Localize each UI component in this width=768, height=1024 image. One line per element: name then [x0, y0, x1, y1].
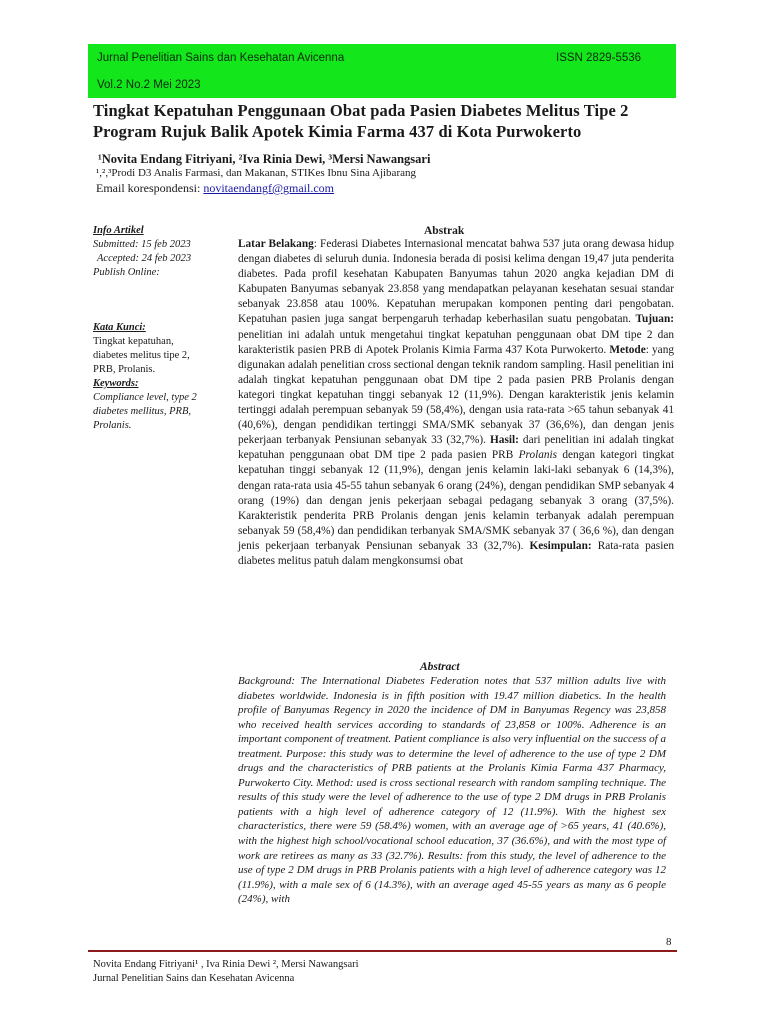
keywords-block [93, 321, 208, 433]
hasil-text-a: dari penelitian ini adalah tingkat kepatuhan penggunaan obat DM tipe 2 pada pasien PRB [238, 434, 674, 462]
email-link[interactable]: novitaendangf@gmail.com [203, 181, 335, 195]
tujuan-label: Tujuan: [635, 313, 674, 326]
hasil-label: Hasil: [490, 434, 519, 447]
info-heading: Info Artikel [93, 225, 144, 236]
publish-online: Publish Online: [93, 267, 160, 278]
footer-journal: Jurnal Penelitian Sains dan Kesehatan Avicenna [93, 973, 295, 984]
email-label: Email korespondensi: [96, 181, 204, 195]
keywords-heading: Keywords: [93, 378, 139, 389]
abstract-heading: Abstract [420, 661, 460, 673]
abstrak-body [238, 237, 674, 569]
hasil-text-b: dengan kategori tingkat kepatuhan tinggi sebanyak 12 (11,9%), dengan jenis kelamin laki-laki sebanyak 6 (14,3%), dengan rata-rata usia 45-55 tahun sebanyak 6 orang (24%), dengan pendidikan SMP sebanyak 4 orang (19%) dan dengan jenis pekerjaan sebagai pedagang sebanyak 3 orang (37,5%). Karakteristik penderita PRB Prolanis dengan jenis kelamin terbanyak adalah perempuan sebanyak 59 (58,4%) dan pendidikan terbanyak SMA/SMK sebanyak 37 ( 36,6 %), dan dengan jenis pekerjaan terbanyak Pensiunan sebanyak 33 (32,7%). [238, 449, 674, 552]
volume-info: Vol.2 No.2 Mei 2023 [97, 79, 201, 91]
page-number: 8 [666, 936, 672, 948]
article-title: Tingkat Kepatuhan Penggunaan Obat pada Pasien Diabetes Melitus Tipe 2 Program Rujuk Balik Apotek Kimia Farma 437 di Kota Purwokerto [93, 101, 629, 141]
kata-kunci-text: Tingkat kepatuhan, diabetes melitus tipe 2, PRB, Prolanis. [93, 336, 190, 375]
journal-header-bar [88, 44, 676, 98]
article-info [93, 224, 191, 280]
tujuan-text: penelitian ini adalah untuk mengetahui tingkat kepatuhan penggunaan obat DM tipe 2 dan karakteristik pasien PRB di Apotek Prolanis Kimia Farma 437 Kota Purwokerto. [238, 328, 674, 356]
abstract-body: Background: The International Diabetes Federation notes that 537 million adults live with diabetes worldwide. Indonesia is in fifth position with 19.47 million diabetics. In the health profile of Banyumas Regency in 2020 the incidence of DM in Banyumas Regency was 23,858 who received health services according to standards of 23,858 or 100%. Adherence is an important component of treatment. Patient compliance is also very influential on the success of a treatment. Purpose: this study was to determine the level of adherence to the use of type 2 DM drugs and the characteristics of PRB patients at the Prolanis Kimia Farma 437 Pharmacy, Purwokerto City. Method: used is cross sectional research with random sampling technique. The results of this study were the level of adherence to the use of type 2 DM drugs in PRB Prolanis patients with a high level of adherence category of 12 (11.9%). With the highest sex characteristics, there were 59 (58.4%) women, with an average age of >65 years, 41 (40.6%), with the highest high school/vocational school education, 37 (36.6%), and with the most type of work are retirees as many as 33 (32.7%). Results: from this study, the level of adherence to the use of type 2 DM drugs in PRB Prolanis patients with a high level of adherence category was 12 (11.9%), with a male sex of 6 (14.3%), with an average aged 45-55 years as many as 6 people (24%), with [238, 675, 666, 906]
latar-text: : Federasi Diabetes Internasional mencatat bahwa 537 juta orang dewasa hidup dengan diabetes di seluruh dunia. Indonesia berada di posisi kelima dengan 19,47 juta penderita diabetes. Pada profil kesehatan Kabupaten Banyumas tahun 2020 angka kejadian DM di Kabupaten Banyumas sebanyak 23.858 yang mendapatkan pelayanan kesehatan sesuai standar sebanyak 23.858 atau 100%. Kepatuhan merupakan komponen penting dari pengobatan. Kepatuhan pasien juga sangat berpengaruh terhadap keberhasilan suatu pengobatan. [238, 238, 675, 326]
journal-name: Jurnal Penelitian Sains dan Kesehatan Avicenna [97, 52, 345, 64]
kesimpulan-label: Kesimpulan: [529, 539, 592, 552]
abstrak-heading: Abstrak [424, 225, 465, 237]
issn: ISSN 2829-5536 [556, 52, 642, 64]
hasil-prolanis: Prolanis [518, 449, 558, 462]
accepted-date: Accepted: 24 feb 2023 [97, 253, 192, 264]
latar-label: Latar Belakang [238, 238, 314, 250]
kata-kunci-heading: Kata Kunci: [93, 322, 146, 333]
footer-divider [88, 950, 677, 952]
metode-label: Metode [609, 343, 646, 356]
kesimpulan-text: Rata-rata pasien diabetes melitus patuh dalam mengkonsumsi obat [238, 539, 675, 567]
footer-authors: Novita Endang Fitriyani¹ , Iva Rinia Dewi ², Mersi Nawangsari [93, 959, 359, 970]
affiliation: ¹,²,³Prodi D3 Analis Farmasi, dan Makanan, STIKes Ibnu Sina Ajibarang [96, 167, 416, 179]
submitted-date: Submitted: 15 feb 2023 [93, 239, 191, 250]
author-list: ¹Novita Endang Fitriyani, ²Iva Rinia Dewi, ³Mersi Nawangsari [98, 152, 431, 166]
correspondence-email [96, 181, 334, 196]
keywords-text: Compliance level, type 2 diabetes mellitus, PRB, Prolanis. [93, 392, 197, 431]
metode-text: : yang digunakan adalah penelitian cross sectional dengan teknik random sampling. Hasil penelitian ini adalah tingkat kepatuhan penggunaan obat DM tipe 2 pada pasien PRB Prolanis dengan kategori tingkat kepatuhan tinggi sebanyak 12 (11,9%). Dengan karakteristik jenis kelamin tertinggi adalah perempuan sebanyak 59 (58,4%), dengan usia rata-rata >65 tahun sebanyak 41 (40,6%), dengan pendidikan tertinggi SMA/SMK sebanyak 37 (36,6%), dan dengan jenis pekerjaan terbanyak Pensiunan sebanyak 33 (32,7%). [238, 343, 674, 447]
